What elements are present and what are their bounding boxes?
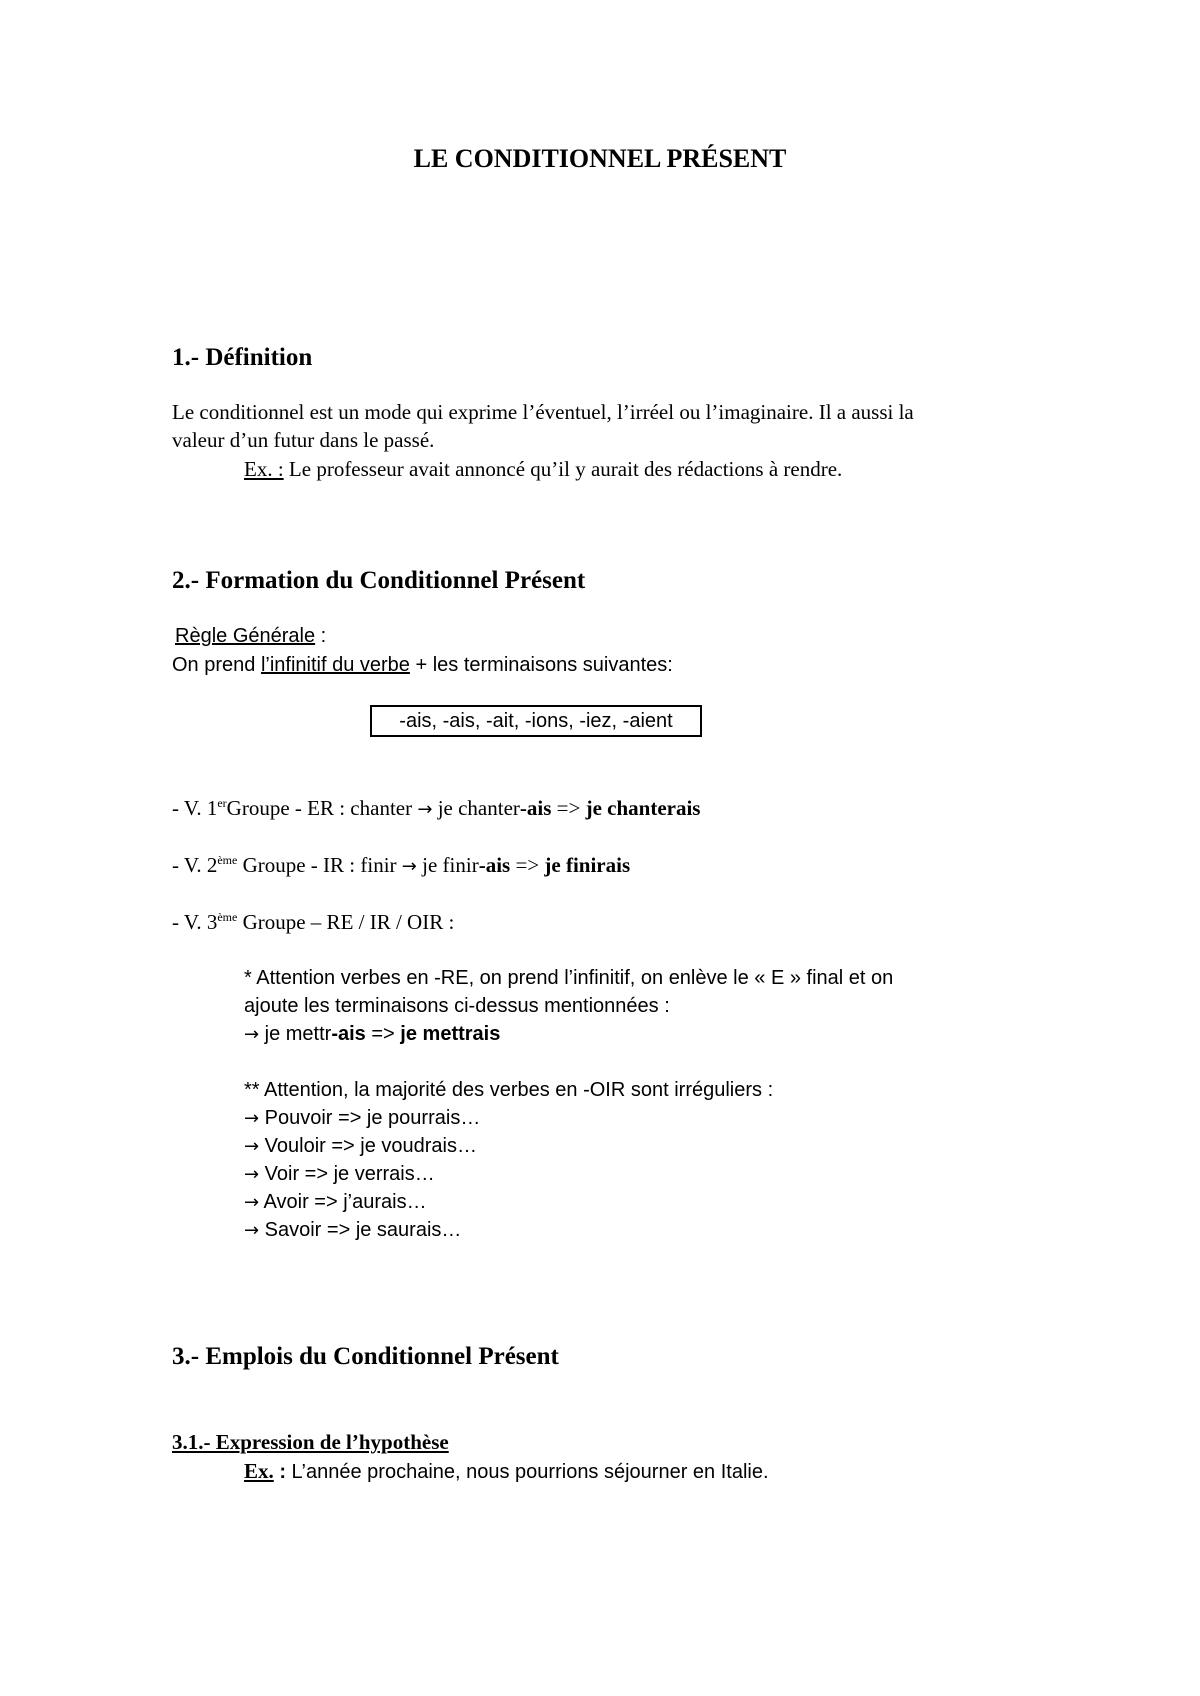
irregular-item: → Savoir => je saurais… <box>244 1219 462 1241</box>
example-label: Ex. <box>244 1459 274 1483</box>
arrow-right-icon: → <box>244 1192 260 1213</box>
rule-line: On prend l’infinitif du verbe + les terminaisons suivantes: <box>172 654 673 676</box>
section-heading-emplois: 3.- Emplois du Conditionnel Présent <box>172 1343 559 1370</box>
irregular-item: → Pouvoir => je pourrais… <box>244 1107 481 1129</box>
endings-box: -ais, -ais, -ait, -ions, -iez, -aient <box>370 705 702 737</box>
note-re-line-2: ajoute les terminaisons ci-dessus mentionnées : <box>244 995 670 1017</box>
arrow-right-icon: → <box>417 799 433 820</box>
arrow-right-icon: → <box>244 1024 260 1045</box>
note-re-example: → je mettr-ais => je mettrais <box>244 1023 501 1045</box>
arrow-right-icon: → <box>244 1164 260 1185</box>
definition-example <box>244 459 842 480</box>
example-text: Le professeur avait annoncé qu’il y aurait des rédactions à rendre. <box>283 457 843 481</box>
section-heading-definition: 1.- Définition <box>172 344 313 371</box>
subsection-heading-hypothese: 3.1.- Expression de l’hypothèse <box>172 1430 449 1454</box>
infinitive-underlined: l’infinitif du verbe <box>260 654 410 676</box>
irregular-item: → Avoir => j’aurais… <box>244 1191 427 1213</box>
irregular-item: → Voir => je verrais… <box>244 1163 435 1185</box>
groupe-2-line: - V. 2ème Groupe - IR : finir → je finir-ais => je finirais <box>172 853 631 877</box>
groupe-1-line: - V. 1erGroupe - ER : chanter → je chanter-ais => je chanterais <box>172 796 701 820</box>
arrow-right-icon: → <box>244 1108 260 1129</box>
hypothese-example: Ex. : L’année prochaine, nous pourrions séjourner en Italie. <box>244 1459 769 1483</box>
arrow-right-icon: → <box>244 1220 260 1241</box>
definition-line-1: Le conditionnel est un mode qui exprime l’éventuel, l’irréel ou l’imaginaire. Il a aussi la <box>172 400 914 424</box>
arrow-right-icon: → <box>244 1136 260 1157</box>
definition-line-2: valeur d’un futur dans le passé. <box>172 428 435 452</box>
irregular-item: → Vouloir => je voudrais… <box>244 1135 477 1157</box>
example-label: Ex. : <box>244 457 284 481</box>
arrow-right-icon: → <box>401 856 417 877</box>
rule-heading: Règle Générale : <box>175 625 327 647</box>
note-oir-line: ** Attention, la majorité des verbes en -OIR sont irréguliers : <box>244 1079 774 1101</box>
rule-label: Règle Générale <box>175 625 316 647</box>
section-heading-formation: 2.- Formation du Conditionnel Présent <box>172 567 586 594</box>
groupe-3-line: - V. 3ème Groupe – RE / IR / OIR : <box>172 910 455 934</box>
note-re-line-1: * Attention verbes en -RE, on prend l’infinitif, on enlève le « E » final et on <box>244 967 894 989</box>
page-title: LE CONDITIONNEL PRÉSENT <box>413 144 787 173</box>
